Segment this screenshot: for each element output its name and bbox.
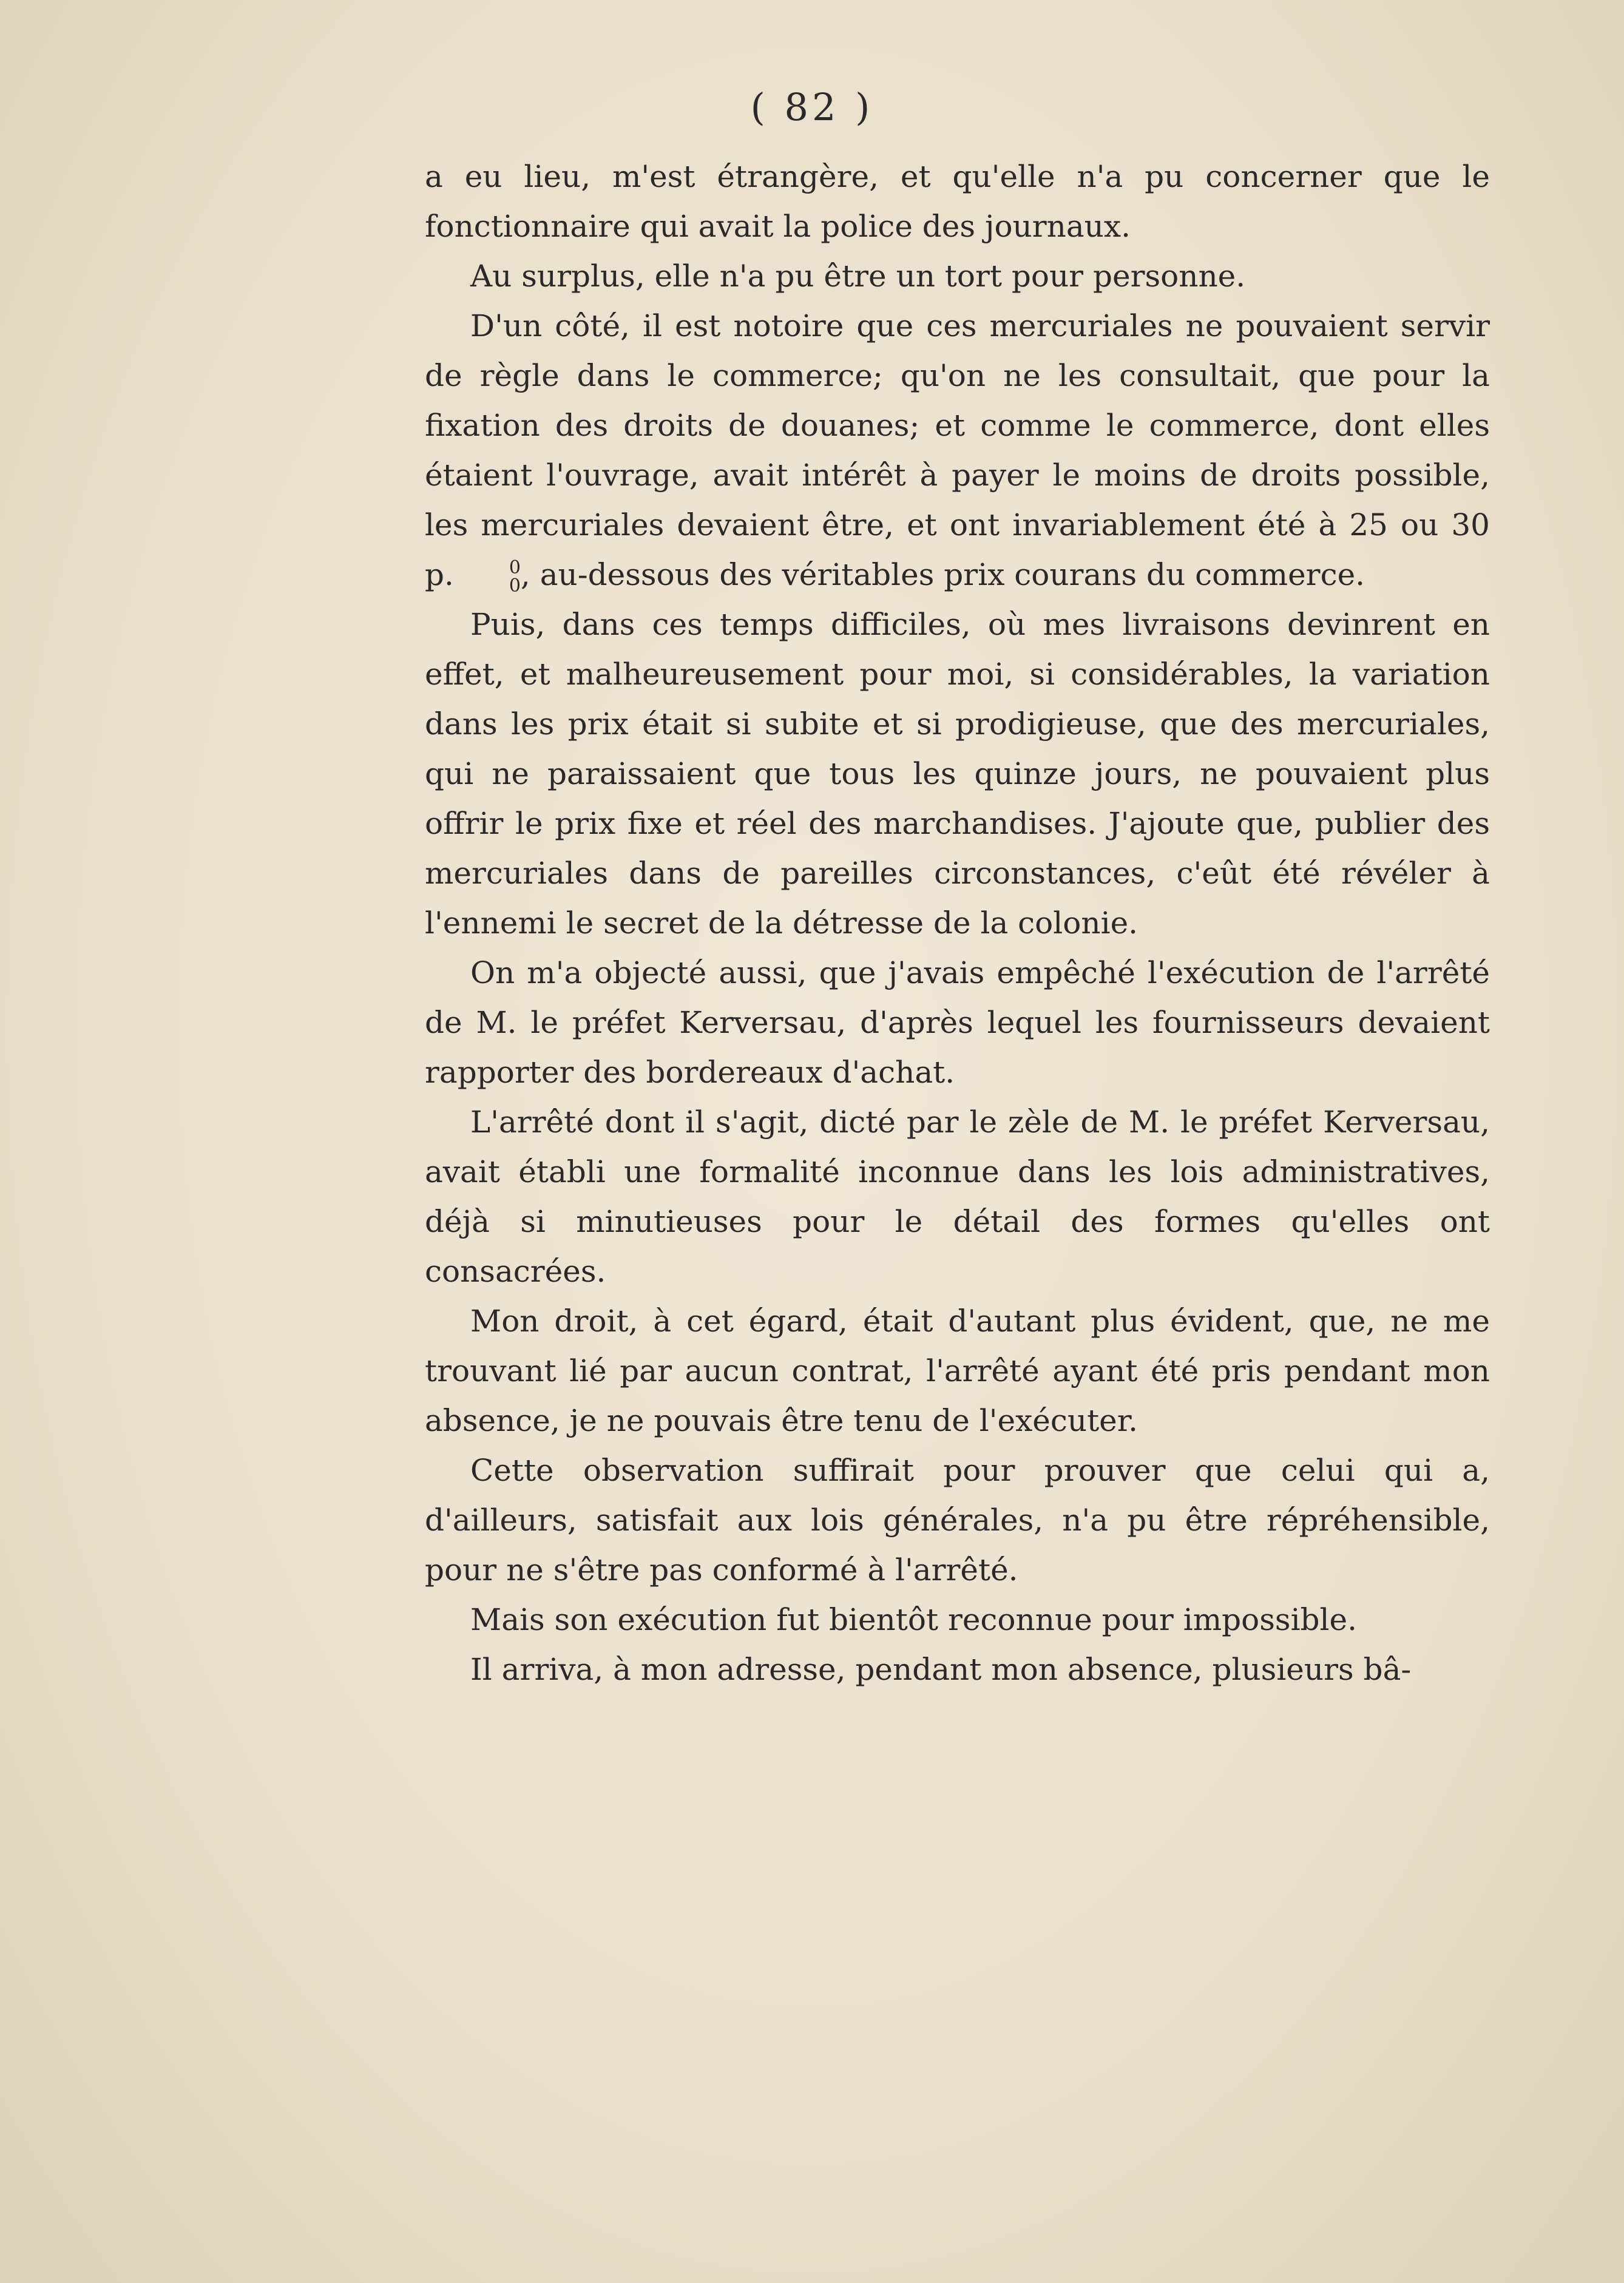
percent-sign-top: 0 [509,557,521,578]
paragraph-6: L'arrêté dont il s'agit, dicté par le zèle de M. le préfet Kerversau, avait établi une formalité inconnue dans les lois administratives, déjà si minutieuses pour le détail des formes qu'elles ont consacrées. [425,1104,1490,1289]
paragraph-3-text-before: D'un côté, il est notoire que ces mercuriales ne pouvaient servir de règle dans le commerce; qu'on ne les consultait, que pour la fixation des droits de douanes; et comme le commerce, dont elles étaient l'ouvrage, avait intérêt à payer le moins de droits possible, les mercuriales devaient être, et ont invariablement été à 25 ou 30 p. [425,308,1490,592]
paragraph-5: On m'a objecté aussi, que j'avais empêché l'exécution de l'arrêté de M. le préfet Kerversau, d'après lequel les fournisseurs devaient rapporter des bordereaux d'achat. [425,955,1490,1090]
body-text [425,152,1490,1694]
paragraph-3 [425,301,1490,600]
page-number: ( 82 ) [750,85,874,129]
paragraph-1: a eu lieu, m'est étrangère, et qu'elle n'a pu concerner que le fonctionnaire qui avait la police des journaux. [425,159,1490,244]
paragraph-8: Cette observation suffirait pour prouver que celui qui a, d'ailleurs, satisfait aux lois générales, n'a pu être répréhensible, pour ne s'être pas conformé à l'arrêté. [425,1453,1490,1588]
percent-sign-bottom: 0 [509,575,521,597]
paragraph-3-text-after: , au-dessous des véritables prix courans du commerce. [520,557,1365,592]
paragraph-7: Mon droit, à cet égard, était d'autant plus évident, que, ne me trouvant lié par aucun contrat, l'arrêté ayant été pris pendant mon absence, je ne pouvais être tenu de l'exécuter. [425,1304,1490,1438]
paragraph-2: Au surplus, elle n'a pu être un tort pour personne. [470,259,1246,294]
paragraph-9: Mais son exécution fut bientôt reconnue pour impossible. [470,1602,1358,1637]
paragraph-4: Puis, dans ces temps difficiles, où mes livraisons devinrent en effet, et malheureusement pour moi, si considérables, la variation dans les prix était si subite et si prodigieuse, que des mercuriales, qui ne paraissaient que tous les quinze jours, ne pouvaient plus offrir le prix fixe et réel des marchandises. J'ajoute que, publier des mercuriales dans de pareilles circonstances, c'eût été révéler à l'ennemi le secret de la détresse de la colonie. [425,607,1490,941]
paragraph-10: Il arriva, à mon adresse, pendant mon absence, plusieurs bâ- [470,1652,1412,1687]
percent-sign [464,559,521,595]
